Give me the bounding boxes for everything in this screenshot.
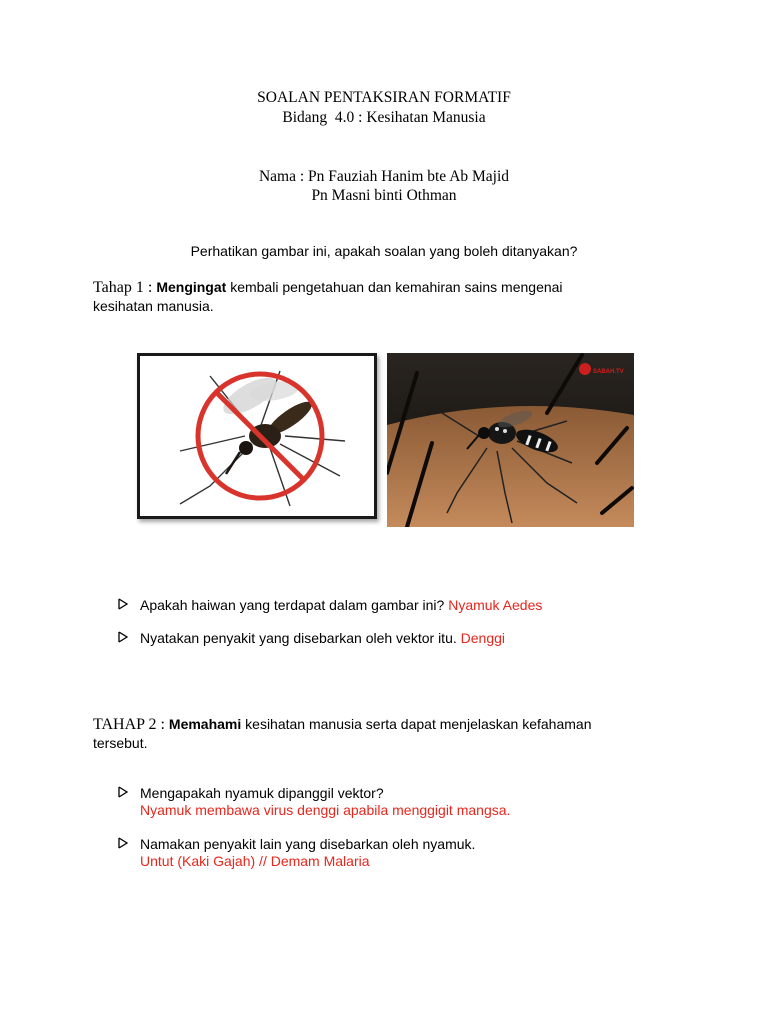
tahap1-rest: kembali pengetahuan dan kemahiran sains mengenai xyxy=(226,279,563,295)
arrow-bullet-icon xyxy=(116,785,130,799)
tahap1-label: Tahap 1 : xyxy=(93,279,157,296)
svg-text:SABAH.TV: SABAH.TV xyxy=(593,369,624,375)
tahap1-heading xyxy=(93,279,563,296)
tahap2-heading xyxy=(93,716,591,733)
aedes-mosquito-image xyxy=(387,353,634,527)
question-text: Nyatakan penyakit yang disebarkan oleh vektor itu. xyxy=(140,630,461,646)
mosquito-on-skin-icon xyxy=(387,353,634,527)
author-name-line-2: Pn Masni binti Othman xyxy=(311,187,457,204)
tahap2-question-1: Mengapakah nyamuk dipanggil vektor? xyxy=(140,785,384,801)
tahap2-answer-2: Untut (Kaki Gajah) // Demam Malaria xyxy=(140,853,370,869)
document-subtitle: Bidang 4.0 : Kesihatan Manusia xyxy=(282,109,486,126)
tahap1-question-1 xyxy=(140,597,542,614)
tahap2-line2: tersebut. xyxy=(93,735,148,751)
tahap2-question-2: Namakan penyakit lain yang disebarkan oleh nyamuk. xyxy=(140,836,476,852)
tahap1-keyword: Mengingat xyxy=(156,279,227,295)
arrow-bullet-icon xyxy=(116,597,130,611)
no-mosquito-image xyxy=(137,353,377,519)
question-text: Apakah haiwan yang terdapat dalam gambar ini? xyxy=(140,597,449,613)
tahap2-keyword: Memahami xyxy=(168,716,242,732)
document-title: SOALAN PENTAKSIRAN FORMATIF xyxy=(257,89,511,106)
author-name-line: Nama : Pn Fauziah Hanim bte Ab Majid xyxy=(258,168,510,185)
answer-text: Nyamuk Aedes xyxy=(448,597,543,613)
no-mosquito-icon xyxy=(140,356,374,516)
tahap1-question-2 xyxy=(140,630,505,647)
intro-text: Perhatikan gambar ini, apakah soalan yang boleh ditanyakan? xyxy=(190,243,578,259)
arrow-bullet-icon xyxy=(116,630,130,644)
tahap1-line2: kesihatan manusia. xyxy=(93,298,214,314)
tahap2-rest: kesihatan manusia serta dapat menjelaskan kefahaman xyxy=(241,716,592,732)
arrow-bullet-icon xyxy=(116,836,130,850)
tahap2-label: TAHAP 2 : xyxy=(93,716,169,733)
tahap2-answer-1: Nyamuk membawa virus denggi apabila menggigit mangsa. xyxy=(140,802,511,818)
answer-text: Denggi xyxy=(460,630,506,646)
